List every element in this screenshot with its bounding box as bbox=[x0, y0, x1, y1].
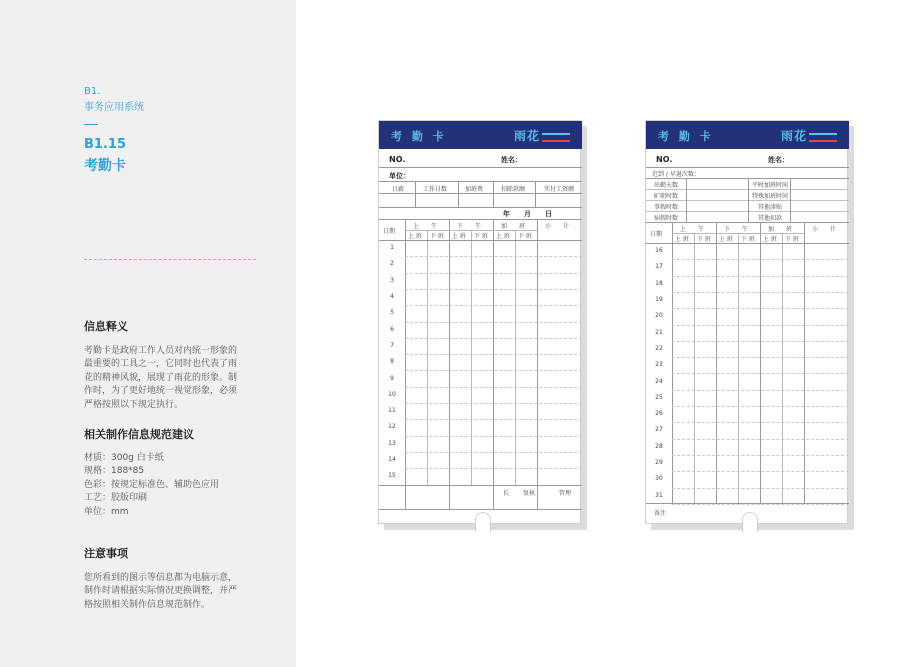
pm-header: 下 午 bbox=[724, 226, 749, 233]
day-number: 17 bbox=[655, 263, 663, 271]
shift-header: 上 班 bbox=[763, 236, 777, 243]
shift-header: 下 班 bbox=[785, 236, 799, 243]
shift-header: 上 班 bbox=[496, 233, 510, 240]
shift-header: 上 班 bbox=[719, 236, 733, 243]
day-number: 3 bbox=[390, 276, 394, 284]
subtotal-header: 小 计 bbox=[545, 223, 570, 230]
card-notch bbox=[742, 512, 758, 532]
remark-label: 备注 bbox=[654, 510, 667, 517]
am-header: 上 午 bbox=[680, 226, 705, 233]
logo-icon bbox=[542, 133, 570, 142]
stat-label: 事假时数 bbox=[654, 204, 679, 211]
shift-header: 下 班 bbox=[474, 233, 488, 240]
shift-header: 下 班 bbox=[741, 236, 755, 243]
day-number: 30 bbox=[655, 475, 663, 483]
day-number: 27 bbox=[655, 426, 663, 434]
ot-header: 加 班 bbox=[768, 226, 793, 233]
info-heading: 信息释义 bbox=[84, 320, 128, 333]
date-col-header: 日期 bbox=[383, 228, 396, 235]
day-number: 5 bbox=[390, 309, 394, 317]
name-label: 姓名： bbox=[501, 156, 522, 164]
name-label: 姓名： bbox=[768, 156, 789, 164]
section-name: 事务应用系统 bbox=[84, 102, 144, 113]
day-number: 28 bbox=[655, 442, 663, 450]
summary-header: 工作日数 bbox=[423, 186, 448, 193]
info-paragraph: 考勤卡是政府工作人员对内统一形象的 最重要的工具之一，它同时也代表了雨 花的精神风貌，展现了雨花的形象。制 作时，为了更好地统一视觉形象，必须 严格按照以下规定执行。 bbox=[84, 346, 238, 410]
day-number: 9 bbox=[390, 374, 394, 382]
footer-label: 复核 bbox=[523, 490, 536, 497]
notes-paragraph: 您所看到的图示等信息都为电脑示意， 制作时请根据实际情况更换调整，并严 格按照相关制作信息规范制作。 bbox=[84, 573, 238, 610]
day-number: 22 bbox=[655, 344, 663, 352]
pm-header: 下 午 bbox=[457, 223, 482, 230]
date-ymd: 年 月 日 bbox=[503, 210, 552, 218]
day-number: 14 bbox=[388, 456, 396, 464]
day-number: 23 bbox=[655, 361, 663, 369]
summary-header: 日薪 bbox=[392, 186, 405, 193]
logo-text: 雨花 bbox=[513, 129, 540, 143]
shift-header: 下 班 bbox=[430, 233, 444, 240]
page-title: 考勤卡 bbox=[84, 158, 126, 174]
stat-label: 出勤天数 bbox=[654, 182, 679, 189]
card-notch bbox=[475, 512, 491, 532]
day-number: 4 bbox=[390, 293, 394, 301]
day-number: 19 bbox=[655, 296, 663, 304]
day-number: 16 bbox=[655, 247, 663, 255]
unit-label: 单位： bbox=[389, 172, 410, 180]
notes-heading: 注意事项 bbox=[84, 547, 128, 560]
info-panel bbox=[0, 0, 296, 667]
day-number: 31 bbox=[655, 491, 663, 499]
day-number: 21 bbox=[655, 328, 663, 336]
shift-header: 上 班 bbox=[408, 233, 422, 240]
day-number: 29 bbox=[655, 459, 663, 467]
spec-list: 材质：300g 白卡纸 规格：188*85 色彩：按规定标准色、辅助色应用 工艺：胶版印刷 单位：mm bbox=[84, 453, 220, 517]
stat-label: 病假时数 bbox=[654, 215, 679, 222]
day-number: 10 bbox=[388, 390, 396, 398]
attendance-card-front bbox=[378, 120, 581, 530]
day-number: 25 bbox=[655, 393, 663, 401]
summary-header: 实付工资额 bbox=[544, 186, 575, 193]
card-header bbox=[646, 121, 849, 149]
date-col-header: 日期 bbox=[650, 231, 663, 238]
day-number: 11 bbox=[388, 407, 396, 415]
shift-header: 下 班 bbox=[518, 233, 532, 240]
attendance-card-back bbox=[645, 120, 848, 530]
stat-label: 特殊加班时间 bbox=[752, 193, 789, 200]
subsection-code: B1.15 bbox=[84, 137, 126, 152]
logo-text: 雨花 bbox=[780, 129, 807, 143]
stat-label: 平时加班时间 bbox=[752, 182, 789, 189]
day-number: 6 bbox=[390, 325, 394, 333]
no-label: NO. bbox=[389, 155, 406, 164]
summary-header: 加班费 bbox=[465, 186, 484, 193]
day-number: 1 bbox=[390, 244, 394, 252]
day-number: 2 bbox=[390, 260, 394, 268]
subtotal-header: 小 计 bbox=[812, 226, 837, 233]
stat-label: 旷职时数 bbox=[654, 193, 679, 200]
day-number: 15 bbox=[388, 472, 396, 480]
day-number: 13 bbox=[388, 439, 396, 447]
day-number: 18 bbox=[655, 279, 663, 287]
shift-header: 上 班 bbox=[452, 233, 466, 240]
card-title: 考 勤 卡 bbox=[658, 130, 714, 143]
title-divider bbox=[84, 124, 98, 125]
logo-icon bbox=[809, 133, 837, 142]
dotted-divider bbox=[84, 259, 256, 260]
shift-header: 上 班 bbox=[675, 236, 689, 243]
day-number: 20 bbox=[655, 312, 663, 320]
day-number: 26 bbox=[655, 410, 663, 418]
card-title: 考 勤 卡 bbox=[391, 130, 447, 143]
stat-label: 其他扣款 bbox=[758, 215, 783, 222]
shift-header: 下 班 bbox=[697, 236, 711, 243]
leave-label: 迟到 / 早退次数： bbox=[652, 171, 700, 178]
footer-label: 长 bbox=[503, 490, 510, 497]
day-number: 24 bbox=[655, 377, 663, 385]
day-number: 7 bbox=[390, 341, 394, 349]
spec-heading: 相关制作信息规范建议 bbox=[84, 428, 194, 441]
ot-header: 加 班 bbox=[501, 223, 526, 230]
day-number: 8 bbox=[390, 358, 394, 366]
am-header: 上 午 bbox=[413, 223, 438, 230]
day-number: 12 bbox=[388, 423, 396, 431]
no-label: NO. bbox=[656, 155, 673, 164]
summary-header: 扣除款额 bbox=[501, 186, 526, 193]
section-code: B1. bbox=[84, 86, 101, 97]
card-header bbox=[379, 121, 582, 149]
footer-label: 管理 bbox=[559, 490, 572, 497]
stat-label: 其他津贴 bbox=[758, 204, 783, 211]
